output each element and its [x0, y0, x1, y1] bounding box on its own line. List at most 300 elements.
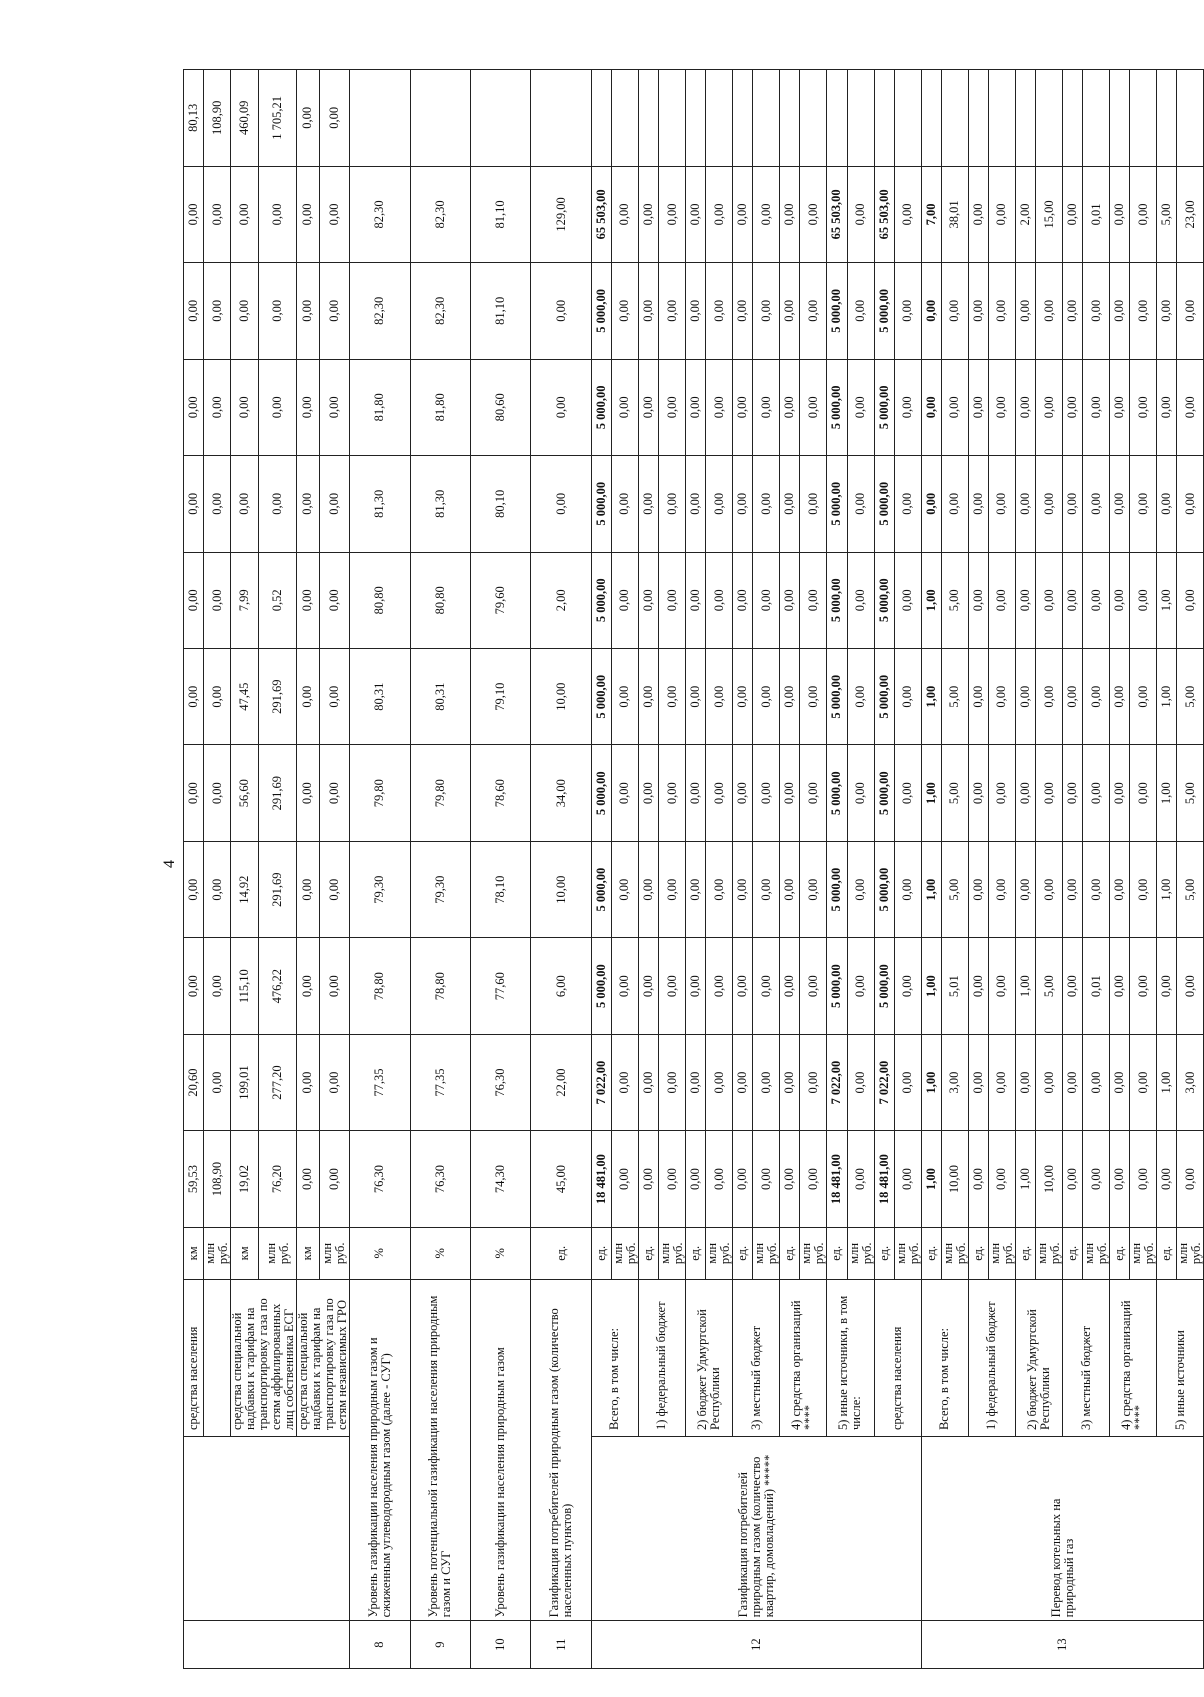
value-cell: 0,00	[184, 745, 204, 841]
funding-source: Всего, в том числе:	[921, 1279, 968, 1436]
value-cell: 0,00	[847, 263, 874, 359]
value-cell: 0,00	[638, 456, 658, 552]
unit-cell: млн руб.	[1130, 1227, 1157, 1279]
value-cell: 0,00	[706, 552, 733, 648]
value-cell: 0,00	[753, 552, 780, 648]
value-cell: 78,10	[470, 841, 530, 937]
value-cell: 0,00	[780, 649, 800, 745]
value-cell: 0,00	[921, 359, 941, 455]
unit-cell: млн руб.	[659, 1227, 686, 1279]
unit-cell: ед.	[591, 1227, 611, 1279]
value-cell: 74,30	[470, 1131, 530, 1227]
value-cell: 0,00	[1130, 263, 1157, 359]
value-cell: 0,00	[894, 745, 921, 841]
value-cell: 0,00	[1015, 359, 1035, 455]
value-cell	[638, 70, 658, 167]
unit-cell: млн руб.	[1036, 1227, 1063, 1279]
value-cell: 0,00	[988, 359, 1015, 455]
value-cell: 0,00	[1015, 456, 1035, 552]
value-cell: 0,00	[686, 263, 706, 359]
value-cell: 5 000,00	[874, 938, 894, 1034]
value-cell: 0,00	[1130, 1131, 1157, 1227]
unit-cell: млн руб.	[988, 1227, 1015, 1279]
value-cell: 0,00	[638, 359, 658, 455]
value-cell: 0,00	[297, 70, 320, 167]
funding-source: средства специальной надбавки к тарифам на транспортировку газа по сетям независимых ГРО	[297, 1279, 350, 1436]
value-cell: 0,00	[1083, 263, 1110, 359]
value-cell: 0,00	[686, 359, 706, 455]
value-cell: 79,60	[470, 552, 530, 648]
value-cell: 0,00	[184, 938, 204, 1034]
value-cell: 0,00	[686, 938, 706, 1034]
value-cell: 0,00	[733, 263, 753, 359]
value-cell: 0,00	[184, 456, 204, 552]
table-row	[184, 70, 204, 1669]
value-cell: 7 022,00	[591, 1034, 611, 1130]
unit-cell: ед.	[874, 1227, 894, 1279]
funding-source: 3) местный бюджет	[733, 1279, 780, 1436]
value-cell: 0,00	[686, 166, 706, 262]
value-cell: 0,00	[1083, 841, 1110, 937]
value-cell: 0,00	[1177, 552, 1204, 648]
value-cell: 77,60	[470, 938, 530, 1034]
value-cell: 0,00	[988, 1034, 1015, 1130]
value-cell: 0,00	[611, 938, 638, 1034]
value-cell: 0,00	[968, 841, 988, 937]
value-cell: 0,00	[1083, 745, 1110, 841]
value-cell: 7,00	[921, 166, 941, 262]
value-cell: 0,00	[968, 263, 988, 359]
value-cell: 0,52	[259, 552, 297, 648]
value-cell: 0,00	[531, 359, 591, 455]
funding-source: 5) иные источники, в том числе:	[827, 1279, 874, 1436]
value-cell: 81,30	[410, 456, 470, 552]
value-cell: 0,00	[319, 938, 349, 1034]
value-cell: 0,00	[733, 552, 753, 648]
value-cell: 0,00	[1177, 359, 1204, 455]
value-cell: 0,00	[1036, 552, 1063, 648]
value-cell: 0,00	[686, 841, 706, 937]
page-number: 4	[161, 860, 178, 868]
unit-cell: ед.	[1157, 1227, 1177, 1279]
value-cell: 0,00	[638, 841, 658, 937]
value-cell: 80,80	[410, 552, 470, 648]
unit-cell: %	[410, 1227, 470, 1279]
value-cell: 0,00	[894, 263, 921, 359]
value-cell: 0,00	[659, 359, 686, 455]
value-cell: 18 481,00	[874, 1131, 894, 1227]
value-cell: 0,00	[638, 649, 658, 745]
value-cell: 5 000,00	[874, 359, 894, 455]
value-cell	[800, 70, 827, 167]
value-cell: 81,80	[350, 359, 410, 455]
value-cell: 0,00	[531, 456, 591, 552]
value-cell: 108,90	[204, 1131, 231, 1227]
value-cell: 0,00	[988, 745, 1015, 841]
value-cell: 0,00	[894, 456, 921, 552]
table-row	[591, 70, 611, 1669]
value-cell	[706, 70, 733, 167]
value-cell: 1,00	[1157, 745, 1177, 841]
value-cell: 0,00	[706, 938, 733, 1034]
table-row	[638, 70, 658, 1669]
value-cell: 0,00	[706, 1131, 733, 1227]
value-cell: 81,80	[410, 359, 470, 455]
value-cell: 0,00	[1063, 1131, 1083, 1227]
value-cell: 0,00	[733, 841, 753, 937]
value-cell: 80,13	[184, 70, 204, 167]
value-cell: 10,00	[531, 649, 591, 745]
value-cell: 0,00	[800, 552, 827, 648]
value-cell: 0,00	[1063, 359, 1083, 455]
table-row	[1157, 70, 1177, 1669]
value-cell: 5,00	[1177, 841, 1204, 937]
value-cell: 81,10	[470, 166, 530, 262]
value-cell: 1,00	[921, 1034, 941, 1130]
value-cell: 0,00	[1177, 263, 1204, 359]
table-body	[184, 70, 1204, 1669]
value-cell: 5,00	[941, 552, 968, 648]
unit-cell: %	[470, 1227, 530, 1279]
value-cell: 0,00	[800, 938, 827, 1034]
value-cell: 5 000,00	[591, 263, 611, 359]
value-cell: 0,00	[847, 841, 874, 937]
value-cell: 0,00	[259, 166, 297, 262]
unit-cell: млн руб.	[611, 1227, 638, 1279]
value-cell: 0,00	[894, 359, 921, 455]
value-cell: 0,00	[1063, 938, 1083, 1034]
value-cell: 5 000,00	[591, 456, 611, 552]
value-cell: 0,00	[894, 938, 921, 1034]
value-cell: 0,00	[753, 745, 780, 841]
value-cell: 7 022,00	[874, 1034, 894, 1130]
value-cell: 291,69	[259, 841, 297, 937]
value-cell: 0,00	[753, 1131, 780, 1227]
funding-source: 2) бюджет Удмуртской Республики	[1015, 1279, 1062, 1436]
table-row	[874, 70, 894, 1669]
value-cell: 80,31	[410, 649, 470, 745]
funding-source: средства населения	[184, 1279, 204, 1436]
value-cell: 20,60	[184, 1034, 204, 1130]
value-cell: 59,53	[184, 1131, 204, 1227]
value-cell: 0,00	[184, 649, 204, 745]
value-cell: 0,00	[611, 166, 638, 262]
value-cell: 7 022,00	[827, 1034, 847, 1130]
funding-source: 1) федеральный бюджет	[638, 1279, 685, 1436]
value-cell: 0,00	[1063, 745, 1083, 841]
value-cell	[659, 70, 686, 167]
value-cell: 5 000,00	[874, 745, 894, 841]
value-cell: 115,10	[231, 938, 259, 1034]
value-cell: 0,00	[204, 456, 231, 552]
value-cell: 0,00	[184, 552, 204, 648]
value-cell: 38,01	[941, 166, 968, 262]
value-cell: 0,00	[921, 263, 941, 359]
funding-source: Всего, в том числе:	[591, 1279, 638, 1436]
value-cell: 0,00	[780, 359, 800, 455]
value-cell: 0,00	[968, 456, 988, 552]
value-cell: 0,00	[638, 552, 658, 648]
value-cell: 0,00	[1157, 938, 1177, 1034]
value-cell: 0,00	[706, 745, 733, 841]
value-cell: 76,30	[350, 1131, 410, 1227]
value-cell: 460,09	[231, 70, 259, 167]
value-cell	[1130, 70, 1157, 167]
value-cell: 10,00	[1036, 1131, 1063, 1227]
value-cell: 0,00	[319, 456, 349, 552]
value-cell: 0,00	[780, 552, 800, 648]
value-cell: 3,00	[941, 1034, 968, 1130]
value-cell: 5 000,00	[827, 938, 847, 1034]
value-cell: 0,00	[941, 456, 968, 552]
value-cell: 0,00	[1157, 1131, 1177, 1227]
value-cell: 5 000,00	[874, 552, 894, 648]
value-cell: 0,00	[988, 166, 1015, 262]
value-cell: 0,00	[753, 166, 780, 262]
value-cell	[827, 70, 847, 167]
value-cell: 0,00	[204, 1034, 231, 1130]
value-cell: 0,00	[968, 1131, 988, 1227]
value-cell: 0,00	[1036, 745, 1063, 841]
value-cell: 78,60	[470, 745, 530, 841]
value-cell: 0,01	[1083, 166, 1110, 262]
value-cell: 5 000,00	[591, 841, 611, 937]
value-cell: 1,00	[921, 1131, 941, 1227]
value-cell: 78,80	[410, 938, 470, 1034]
value-cell: 82,30	[350, 263, 410, 359]
value-cell: 0,00	[706, 263, 733, 359]
table-row	[686, 70, 706, 1669]
value-cell	[1015, 70, 1035, 167]
value-cell: 76,30	[410, 1131, 470, 1227]
value-cell: 0,00	[753, 649, 780, 745]
value-cell: 1 705,21	[259, 70, 297, 167]
value-cell: 0,00	[611, 1034, 638, 1130]
value-cell: 0,00	[706, 1034, 733, 1130]
value-cell: 0,00	[1063, 166, 1083, 262]
value-cell: 0,00	[1110, 1131, 1130, 1227]
value-cell: 0,00	[800, 1131, 827, 1227]
value-cell: 23,00	[1177, 166, 1204, 262]
value-cell: 0,00	[1110, 938, 1130, 1034]
value-cell: 0,00	[988, 456, 1015, 552]
value-cell: 0,00	[733, 456, 753, 552]
unit-cell: км	[184, 1227, 204, 1279]
value-cell: 0,00	[1130, 552, 1157, 648]
value-cell: 0,00	[611, 552, 638, 648]
unit-cell: ед.	[733, 1227, 753, 1279]
table-row	[1063, 70, 1083, 1669]
table-row	[921, 70, 941, 1669]
value-cell: 0,00	[921, 456, 941, 552]
value-cell: 0,00	[1063, 1034, 1083, 1130]
value-cell: 0,00	[319, 1034, 349, 1130]
value-cell: 0,00	[1130, 649, 1157, 745]
value-cell: 0,00	[780, 841, 800, 937]
value-cell: 0,00	[800, 745, 827, 841]
value-cell: 5,00	[941, 841, 968, 937]
value-cell: 79,30	[350, 841, 410, 937]
value-cell: 0,00	[1083, 552, 1110, 648]
value-cell: 0,00	[1130, 1034, 1157, 1130]
value-cell: 0,00	[319, 841, 349, 937]
value-cell: 5,00	[1177, 745, 1204, 841]
value-cell: 0,00	[297, 745, 320, 841]
value-cell: 5 000,00	[591, 938, 611, 1034]
table-row	[1110, 70, 1130, 1669]
value-cell: 0,00	[1015, 841, 1035, 937]
value-cell: 1,00	[1157, 649, 1177, 745]
value-cell: 0,00	[1063, 263, 1083, 359]
indicator-name: Газификация потребителей природным газом (количество квартир, домовладений) *****	[591, 1437, 921, 1621]
value-cell: 0,00	[297, 456, 320, 552]
table-row	[204, 70, 231, 1669]
value-cell: 80,10	[470, 456, 530, 552]
unit-cell: км	[297, 1227, 320, 1279]
value-cell: 0,00	[1015, 1034, 1035, 1130]
value-cell: 0,00	[800, 263, 827, 359]
value-cell: 5,00	[1157, 166, 1177, 262]
value-cell: 0,00	[319, 359, 349, 455]
value-cell: 22,00	[531, 1034, 591, 1130]
unit-cell: ед.	[968, 1227, 988, 1279]
value-cell: 0,00	[659, 938, 686, 1034]
value-cell: 0,00	[319, 1131, 349, 1227]
table-row	[297, 70, 320, 1669]
value-cell: 1,00	[921, 552, 941, 648]
value-cell: 0,00	[1110, 745, 1130, 841]
value-cell: 14,92	[231, 841, 259, 937]
funding-source: средства специальной надбавки к тарифам на транспортировку газа по сетям аффилированных лиц собственника ЕСГ	[231, 1279, 297, 1436]
value-cell: 0,00	[319, 552, 349, 648]
value-cell: 0,00	[204, 649, 231, 745]
value-cell: 0,00	[1130, 938, 1157, 1034]
value-cell: 0,00	[611, 263, 638, 359]
value-cell: 0,00	[988, 552, 1015, 648]
value-cell: 0,00	[988, 263, 1015, 359]
value-cell: 0,00	[297, 649, 320, 745]
value-cell: 0,00	[733, 1034, 753, 1130]
value-cell: 79,10	[470, 649, 530, 745]
table-row	[1015, 70, 1035, 1669]
value-cell: 0,00	[780, 166, 800, 262]
value-cell: 0,00	[659, 456, 686, 552]
value-cell: 6,00	[531, 938, 591, 1034]
unit-cell: ед.	[921, 1227, 941, 1279]
value-cell	[1083, 70, 1110, 167]
value-cell	[686, 70, 706, 167]
value-cell: 77,35	[410, 1034, 470, 1130]
value-cell: 1,00	[1157, 841, 1177, 937]
value-cell: 5 000,00	[827, 359, 847, 455]
value-cell: 0,00	[1063, 552, 1083, 648]
unit-cell: млн руб.	[753, 1227, 780, 1279]
funding-source: 1) федеральный бюджет	[968, 1279, 1015, 1436]
unit-cell: млн руб.	[847, 1227, 874, 1279]
value-cell: 5 000,00	[827, 649, 847, 745]
indicator-name	[184, 1437, 350, 1621]
unit-cell: млн руб.	[259, 1227, 297, 1279]
value-cell: 80,60	[470, 359, 530, 455]
indicator-name: Уровень газификации населения природным газом	[470, 1279, 530, 1620]
value-cell: 0,00	[231, 166, 259, 262]
value-cell	[1110, 70, 1130, 167]
value-cell: 5 000,00	[827, 841, 847, 937]
value-cell: 0,00	[1157, 263, 1177, 359]
value-cell: 0,00	[611, 456, 638, 552]
value-cell: 0,00	[847, 166, 874, 262]
value-cell: 65 503,00	[827, 166, 847, 262]
value-cell: 45,00	[531, 1131, 591, 1227]
table-row	[968, 70, 988, 1669]
value-cell: 0,00	[231, 456, 259, 552]
value-cell: 0,00	[1083, 1034, 1110, 1130]
value-cell: 10,00	[941, 1131, 968, 1227]
value-cell: 0,00	[297, 938, 320, 1034]
value-cell	[921, 70, 941, 167]
value-cell: 0,00	[800, 456, 827, 552]
value-cell: 0,00	[847, 938, 874, 1034]
value-cell: 0,00	[968, 1034, 988, 1130]
table-row	[470, 70, 530, 1669]
value-cell: 0,00	[753, 938, 780, 1034]
value-cell: 0,00	[319, 745, 349, 841]
value-cell: 5,00	[941, 745, 968, 841]
value-cell: 0,00	[753, 359, 780, 455]
value-cell: 0,00	[686, 456, 706, 552]
value-cell: 0,00	[204, 938, 231, 1034]
value-cell: 0,00	[319, 263, 349, 359]
value-cell: 76,20	[259, 1131, 297, 1227]
value-cell: 0,00	[1177, 1131, 1204, 1227]
value-cell: 0,00	[780, 1034, 800, 1130]
rotated-table-container	[183, 69, 1204, 1669]
value-cell: 5 000,00	[591, 649, 611, 745]
value-cell: 0,00	[204, 552, 231, 648]
value-cell: 0,00	[638, 166, 658, 262]
gasification-table	[183, 69, 1204, 1669]
value-cell: 0,00	[1083, 456, 1110, 552]
value-cell: 0,00	[204, 745, 231, 841]
value-cell: 0,00	[1110, 649, 1130, 745]
value-cell	[733, 70, 753, 167]
unit-cell: %	[350, 1227, 410, 1279]
value-cell: 0,00	[988, 649, 1015, 745]
unit-cell: млн руб.	[800, 1227, 827, 1279]
value-cell: 0,00	[1015, 649, 1035, 745]
value-cell: 0,00	[611, 649, 638, 745]
value-cell: 0,00	[1036, 456, 1063, 552]
value-cell: 0,00	[297, 263, 320, 359]
table-row	[827, 70, 847, 1669]
value-cell: 0,00	[1083, 1131, 1110, 1227]
value-cell: 0,00	[894, 166, 921, 262]
value-cell: 5 000,00	[591, 552, 611, 648]
value-cell: 80,31	[350, 649, 410, 745]
value-cell: 291,69	[259, 649, 297, 745]
value-cell	[847, 70, 874, 167]
value-cell: 5 000,00	[827, 263, 847, 359]
value-cell: 0,00	[800, 359, 827, 455]
value-cell: 82,30	[350, 166, 410, 262]
value-cell: 0,00	[753, 1034, 780, 1130]
value-cell: 0,00	[611, 1131, 638, 1227]
value-cell: 0,00	[1015, 745, 1035, 841]
value-cell: 2,00	[1015, 166, 1035, 262]
value-cell: 0,00	[988, 938, 1015, 1034]
value-cell: 0,00	[1130, 456, 1157, 552]
funding-source: 4) средства организаций ****	[1110, 1279, 1157, 1436]
